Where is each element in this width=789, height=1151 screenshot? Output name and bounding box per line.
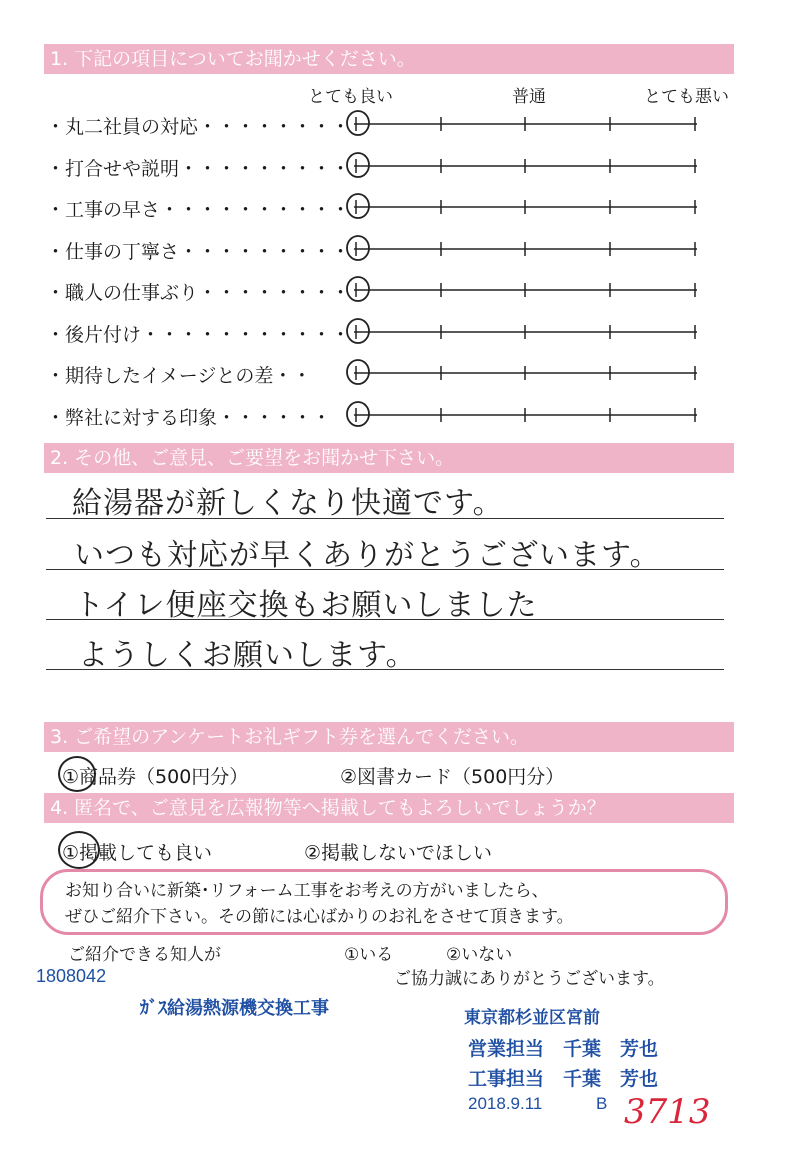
publish-option-deny[interactable]: ②掲載しないでほしい — [304, 842, 493, 864]
notice-line-2: ぜひご紹介下さい。その節には心ばかりのお礼をさせて頂きます。 — [65, 907, 574, 927]
rating-item-label: ・職人の仕事ぶり・・・・・・・・ — [46, 282, 351, 304]
referral-notice-box — [40, 869, 728, 935]
rating-selection-circle — [347, 236, 369, 260]
comment-line-2: いつも対応が早くありがとうございます。 — [74, 538, 661, 573]
rating-scale — [340, 151, 710, 181]
rating-scale — [340, 317, 710, 347]
rating-item-label: ・仕事の丁寧さ・・・・・・・・・ — [46, 240, 351, 263]
construction-rep: 工事担当 千葉 芳也 — [468, 1069, 659, 1090]
handwritten-number: 3713 — [624, 1092, 711, 1132]
section4-header: 4. 匿名で、ご意見を広報物等へ掲載してもよろしいでしょうか？ — [44, 793, 734, 823]
rating-scale — [340, 234, 710, 264]
rating-scale — [340, 400, 710, 430]
selection-circle — [58, 756, 96, 792]
publish-option-allow[interactable]: ①掲載しても良い — [62, 842, 213, 864]
scale-label-average: 普通 — [512, 87, 546, 107]
rating-selection-circle — [347, 153, 369, 177]
comment-rule — [46, 619, 724, 620]
rating-selection-circle — [347, 402, 369, 426]
work-description: ｶﾞｽ給湯熱源機交換工事 — [140, 998, 329, 1018]
selection-circle — [58, 831, 100, 869]
rating-selection-circle — [347, 111, 369, 135]
rating-item-label: ・工事の早さ・・・・・・・・・・ — [46, 199, 351, 221]
section2-header: 2. その他、ご意見、ご要望をお聞かせ下さい。 — [44, 443, 734, 473]
comment-rule — [46, 669, 724, 670]
gift-option-product-voucher[interactable]: ①商品券（500円分） — [62, 766, 249, 788]
notice-line-1: お知り合いに新築･リフォーム工事をお考えの方がいましたら、 — [65, 881, 549, 901]
gift-option-book-card[interactable]: ②図書カード（500円分） — [340, 766, 565, 788]
rating-scale — [340, 192, 710, 222]
comment-line-3: トイレ便座交換もお願いしました — [74, 588, 538, 623]
sales-rep: 営業担当 千葉 芳也 — [468, 1039, 659, 1060]
rating-item-label: ・後片付け・・・・・・・・・・・ — [46, 323, 351, 346]
rating-scale — [340, 275, 710, 305]
rating-item-label: ・期待したイメージとの差・・ — [46, 365, 312, 387]
comment-rule — [46, 569, 724, 570]
scale-label-worst: とても悪い — [644, 87, 729, 107]
rating-selection-circle — [347, 360, 369, 384]
thanks-message: ご協力誠にありがとうございます。 — [394, 969, 665, 989]
section3-header: 3. ご希望のアンケートお礼ギフト券を選んでください。 — [44, 722, 734, 752]
rating-scale — [340, 358, 710, 388]
comment-line-1: 給湯器が新しくなり快適です。 — [72, 486, 504, 521]
survey-date: 2018.9.11 — [468, 1094, 543, 1113]
referral-option-yes[interactable]: ①いる — [344, 945, 394, 965]
scale-label-best: とても良い — [308, 87, 393, 107]
order-code: 1808042 — [36, 966, 107, 986]
grade-mark: B — [596, 1094, 608, 1113]
comment-rule — [46, 518, 724, 519]
rating-item-label: ・打合せや説明・・・・・・・・・ — [46, 157, 351, 180]
comment-line-4: ようしくお願いします。 — [78, 638, 417, 673]
rating-scale — [340, 109, 710, 139]
rating-item-label: ・弊社に対する印象・・・・・・ — [46, 406, 332, 429]
referral-question: ご紹介できる知人が — [68, 945, 221, 965]
referral-option-no[interactable]: ②いない — [446, 945, 513, 965]
rating-item-label: ・丸二社員の対応・・・・・・・・ — [46, 116, 351, 138]
rating-selection-circle — [347, 194, 369, 218]
location: 東京都杉並区宮前 — [464, 1008, 600, 1027]
rating-selection-circle — [347, 319, 369, 343]
section1-header: 1. 下記の項目についてお聞かせください。 — [44, 44, 734, 74]
rating-selection-circle — [347, 277, 369, 301]
